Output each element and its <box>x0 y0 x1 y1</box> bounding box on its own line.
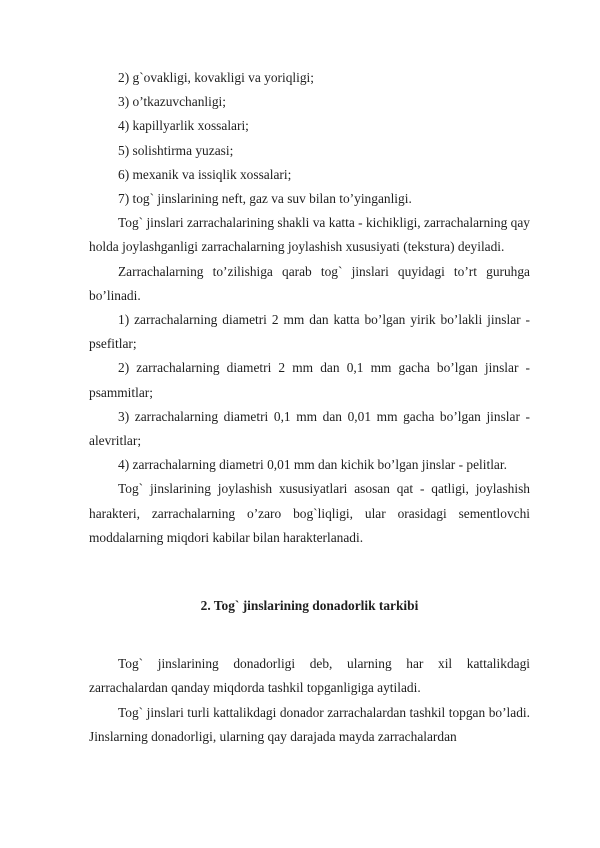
list-item-permeability: 3) o’tkazuvchanligi; <box>118 94 226 110</box>
list-item-capillary: 4) kapillyarlik xossalari; <box>118 118 249 134</box>
paragraph-arrangement: Tog` jinslarining joylashish xususiyatlari asosan qat - qatligi, joylashish harakteri, zarrachalarning o’zaro bog`liqligi, ular orasidagi sementlovchi moddalarning miqdori kabilar bilan harakterlanadi. <box>89 481 530 545</box>
group-item-pelites: 4) zarrachalarning diametri 0,01 mm dan kichik bo’lgan jinslar - pelitlar. <box>118 457 507 473</box>
list-item-porosity: 2) g`ovakligi, kovakligi va yoriqligi; <box>118 70 314 85</box>
group-item-psephites: 1) zarrachalarning diametri 2 mm dan katta bo’lgan yirik bo’lakli jinslar - psefitlar; <box>89 312 530 352</box>
list-item-specific-surface: 5) solishtirma yuzasi; <box>118 142 234 158</box>
list-item-mechanical-thermal: 6) mexanik va issiqlik xossalari; <box>118 166 292 182</box>
spacer <box>89 550 530 594</box>
group-item-aleurites: 3) zarrachalarning diametri 0,1 mm dan 0,01 mm gacha bo’lgan jinslar - alevritlar; <box>89 408 530 449</box>
group-item-psammites: 2) zarrachalarning diametri 2 mm dan 0,1 mm gacha bo’lgan jinslar - psammitlar; <box>89 360 530 400</box>
section-heading: 2. Tog` jinslarining donadorlik tarkibi <box>200 598 419 614</box>
paragraph-groups-intro: Zarrachalarning to’zilishiga qarab tog` jinslari quyidagi to’rt guruhga bo’linadi. <box>89 263 530 303</box>
spacer <box>89 618 530 652</box>
paragraph-granularity-more: Tog` jinslari turli kattalikdagi donador zarrachalardan tashkil topgan bo’ladi. Jinslarning donadorligi, ularning qay darajada mayda zarrachalardan <box>89 704 530 744</box>
paragraph-texture: Tog` jinslari zarrachalarining shakli va katta - kichikligi, zarrachalarning qay holda joylashganligi zarrachalarning joylashish xususiyati (tekstura) deyiladi. <box>89 215 530 255</box>
paragraph-granularity-definition: Tog` jinslarining donadorligi deb, ularning har xil kattalikdagi zarrachalardan qanday miqdorda tashkil topganligiga aytiladi. <box>89 656 530 696</box>
list-item-saturation: 7) tog` jinslarining neft, gaz va suv bilan to’yinganligi. <box>118 191 412 207</box>
